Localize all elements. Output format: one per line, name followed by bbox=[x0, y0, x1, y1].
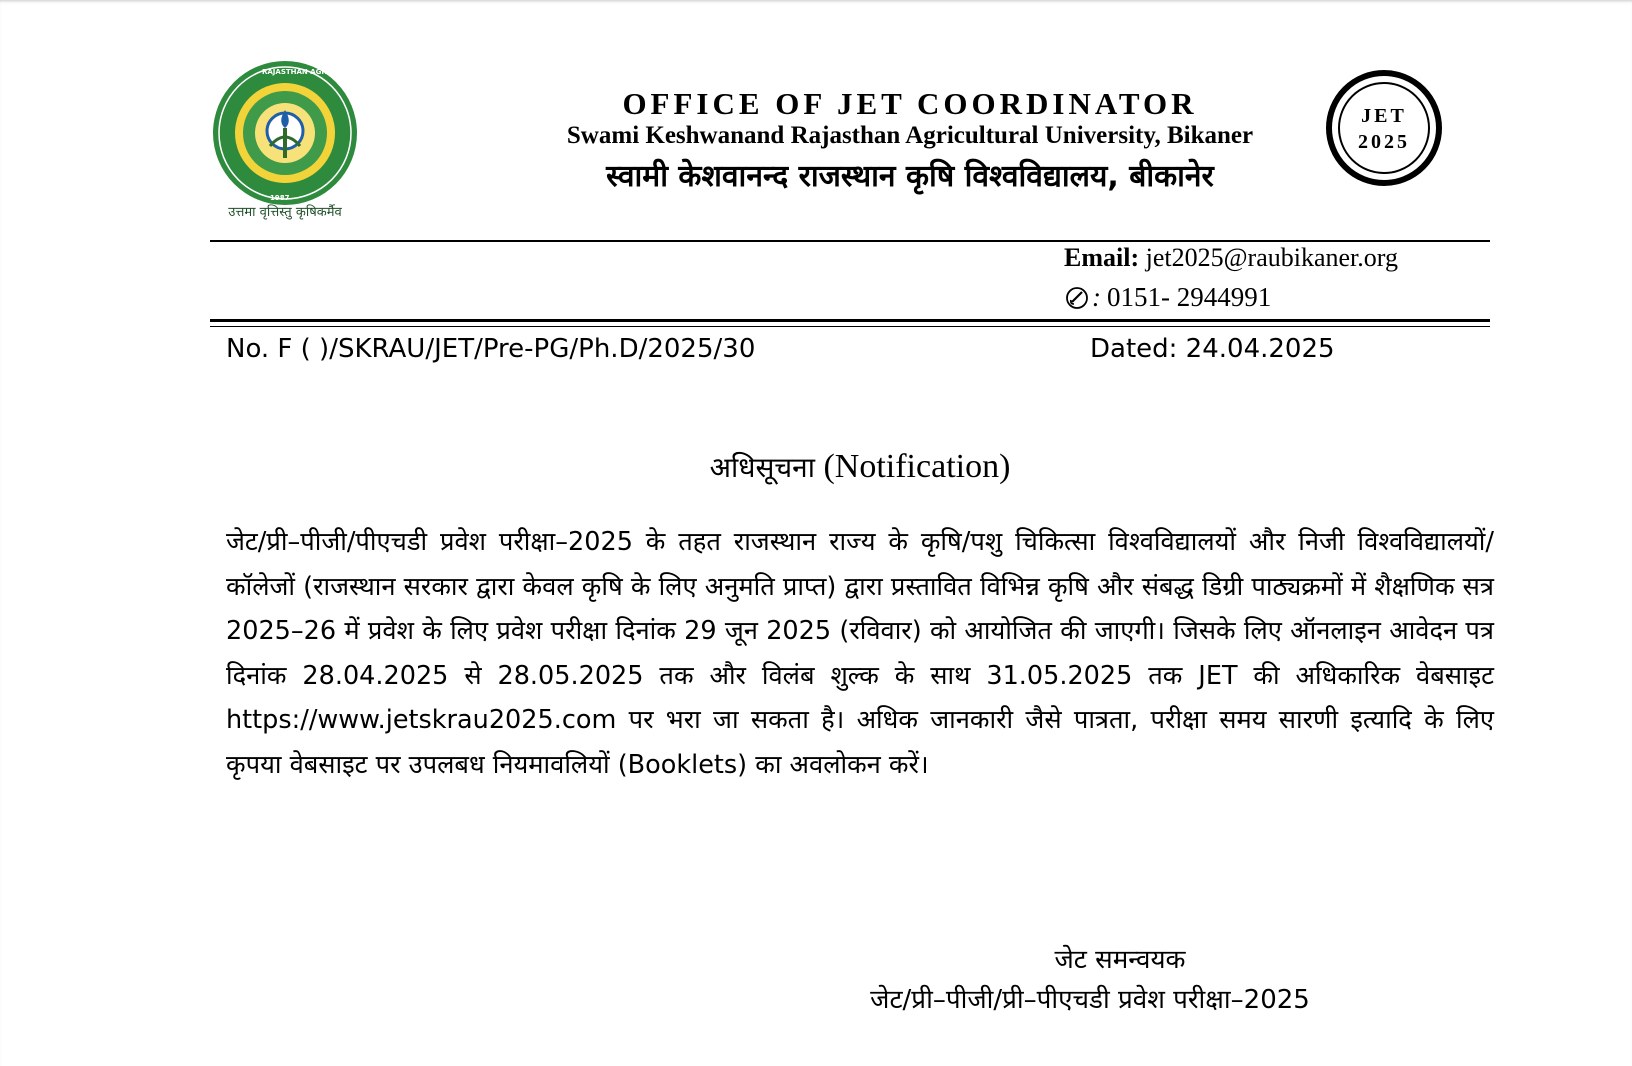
seal-line1: JET bbox=[1361, 105, 1407, 127]
svg-text:1987: 1987 bbox=[270, 194, 290, 202]
notification-heading bbox=[600, 448, 1120, 486]
contact-email bbox=[1064, 243, 1398, 273]
notification-body: जेट/प्री–पीजी/पीएचडी प्रवेश परीक्षा–2025 के तहत राजस्थान राज्य के कृषि/पशु चिकित्सा विश्वविद्यालयों और निजी विश्वविद्यालयों/कॉलेजों (राजस्थान सरकार द्वारा केवल कृषि के लिए अनुमति प्राप्त) द्वारा प्रस्तावित विभिन्न कृषि और संबद्ध डिग्री पाठ्यक्रमों में शैक्षणिक सत्र 2025–26 में प्रवेश के लिए प्रवेश परीक्षा दिनांक 29 जून 2025 (रविवार) को आयोजित की जाएगी। जिसके लिए ऑनलाइन आवेदन पत्र दिनांक 28.04.2025 से 28.05.2025 तक और विलंब शुल्क के साथ 31.05.2025 तक JET की अधिकारिक वेबसाइट https://www.jetskrau2025.com पर भरा जा सकता है। अधिक जानकारी जैसे पात्रता, परीक्षा समय सारणी इत्यादि के लिए कृपया वेबसाइट पर उपलबध नियमावलियों (Booklets) का अवलोकन करें। bbox=[226, 527, 1494, 780]
seal-line2: 2025 bbox=[1358, 131, 1410, 153]
reference-number: No. F ( )/SKRAU/JET/Pre-PG/Ph.D/2025/30 bbox=[226, 334, 756, 364]
phone-icon bbox=[1064, 285, 1090, 311]
svg-text:RAJASTHAN AGRI: RAJASTHAN AGRI bbox=[262, 68, 330, 76]
reference-date: Dated: 24.04.2025 bbox=[1090, 334, 1335, 364]
office-title: OFFICE OF JET COORDINATOR bbox=[622, 86, 1198, 121]
email-value: jet2025@raubikaner.org bbox=[1145, 243, 1398, 272]
signature-subtitle: जेट/प्री–पीजी/प्री–पीएचडी प्रवेश परीक्षा–2025 bbox=[870, 985, 1310, 1015]
contact-divider-thin bbox=[210, 326, 1490, 327]
heading-english: (Notification) bbox=[823, 448, 1011, 485]
email-label: Email: bbox=[1064, 243, 1140, 272]
signature-title: जेट समन्वयक bbox=[1054, 945, 1186, 975]
university-name-english: Swami Keshwanand Rajasthan Agricultural University, Bikaner bbox=[566, 122, 1254, 149]
phone-value: 0151- 2944991 bbox=[1107, 282, 1272, 312]
header-divider bbox=[210, 240, 1490, 242]
contact-divider-thick bbox=[210, 319, 1490, 322]
contact-phone bbox=[1064, 282, 1271, 313]
university-name-hindi: स्वामी केशवानन्द राजस्थान कृषि विश्वविद्यालय, बीकानेर bbox=[606, 159, 1214, 194]
logo-motto: उत्तमा वृत्तिस्तु कृषिकर्मैव bbox=[228, 205, 342, 220]
heading-hindi: अधिसूचना bbox=[709, 451, 815, 484]
jet-2025-seal bbox=[1326, 70, 1442, 186]
phone-label: : bbox=[1092, 282, 1101, 312]
